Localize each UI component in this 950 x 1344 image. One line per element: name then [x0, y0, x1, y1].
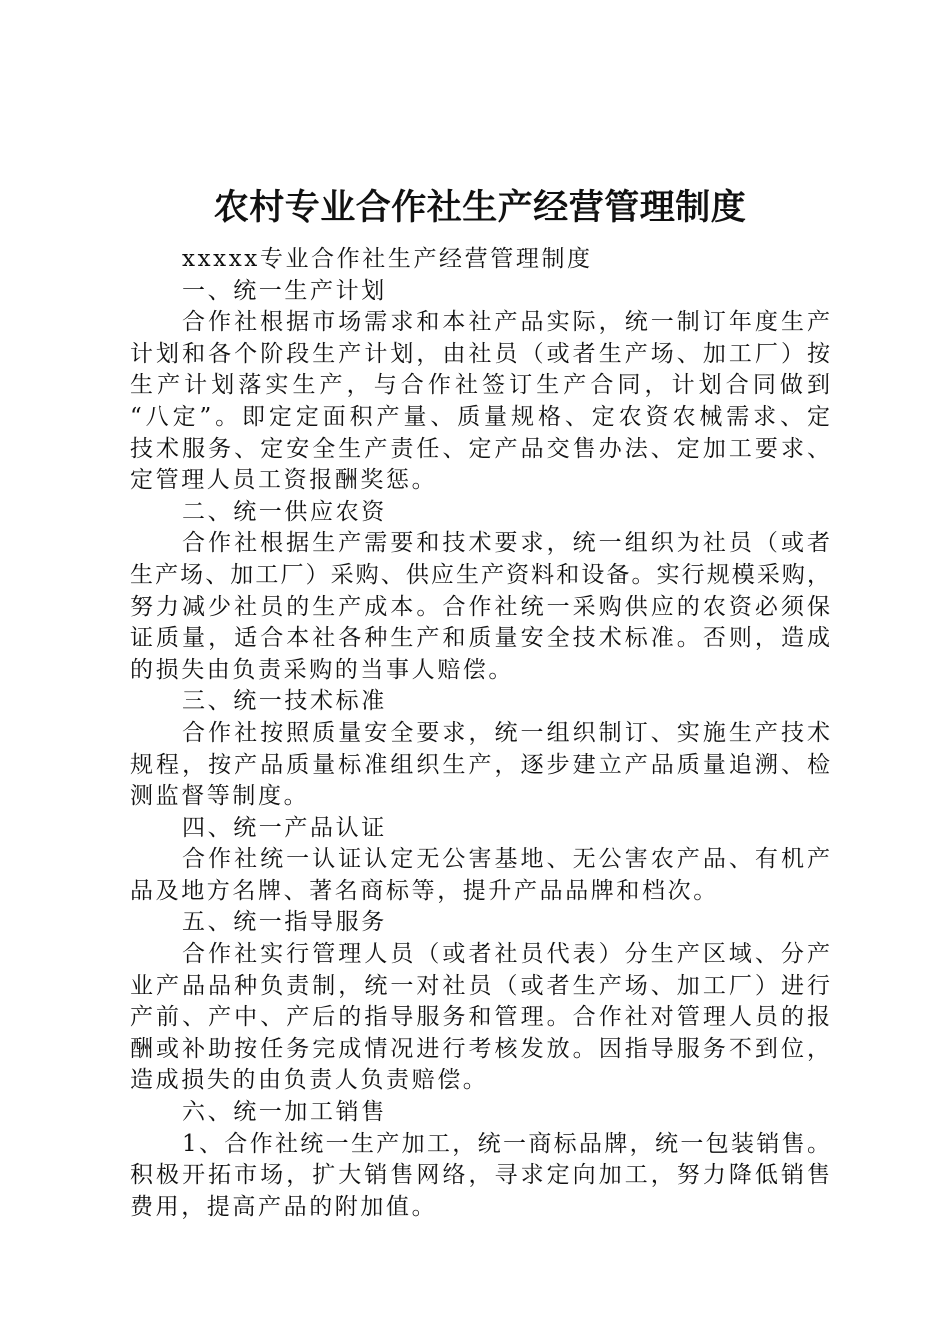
body-line: 造成损失的由负责人负责赔偿。	[130, 1067, 489, 1094]
body-line: 测监督等制度。	[130, 783, 310, 810]
body-line: 合作社实行管理人员（或者社员代表）分生产区域、分产	[182, 941, 830, 968]
body-line: 证质量，适合本社各种生产和质量安全技术标准。否则，造成	[130, 625, 830, 652]
body-line: 技术服务、定安全生产责任、定产品交售办法、定加工要求、	[130, 435, 830, 462]
body-line: 生产计划落实生产，与合作社签订生产合同，计划合同做到	[130, 372, 830, 399]
section-heading-4: 四、统一产品认证	[182, 814, 387, 841]
body-line: 1、合作社统一生产加工，统一商标品牌，统一包装销售。	[182, 1130, 830, 1157]
body-line: 积极开拓市场，扩大销售网络，寻求定向加工，努力降低销售	[130, 1162, 830, 1189]
body-line: 费用，提高产品的附加值。	[130, 1193, 438, 1220]
section-heading-1: 一、统一生产计划	[182, 277, 387, 304]
section-heading-6: 六、统一加工销售	[182, 1099, 387, 1126]
body-line: 定管理人员工资报酬奖惩。	[130, 467, 438, 494]
document-page	[130, 180, 830, 1223]
body-line: 规程，按产品质量标准组织生产，逐步建立产品质量追溯、检	[130, 751, 830, 778]
body-line: 的损失由负责采购的当事人赔偿。	[130, 656, 514, 683]
body-line: 酬或补助按任务完成情况进行考核发放。因指导服务不到位，	[130, 1035, 830, 1062]
body-line: 产前、产中、产后的指导服务和管理。合作社对管理人员的报	[130, 1004, 830, 1031]
document-title: 农村专业合作社生产经营管理制度	[213, 187, 747, 228]
body-line: 计划和各个阶段生产计划，由社员（或者生产场、加工厂）按	[130, 340, 830, 367]
body-line: 生产场、加工厂）采购、供应生产资料和设备。实行规模采购，	[130, 561, 830, 588]
body-line: “八定”。即定定面积产量、质量规格、定农资农械需求、定	[130, 403, 830, 430]
subtitle-line: xxxxx专业合作社生产经营管理制度	[182, 246, 593, 272]
section-heading-5: 五、统一指导服务	[182, 909, 387, 936]
body-line: 努力减少社员的生产成本。合作社统一采购供应的农资必须保	[130, 593, 830, 620]
section-heading-3: 三、统一技术标准	[182, 688, 387, 715]
body-line: 合作社根据生产需要和技术要求，统一组织为社员（或者	[182, 530, 830, 557]
body-line: 合作社根据市场需求和本社产品实际，统一制订年度生产	[182, 309, 830, 336]
body-line: 业产品品种负责制，统一对社员（或者生产场、加工厂）进行	[130, 972, 830, 999]
body-line: 合作社统一认证认定无公害基地、无公害农产品、有机产	[182, 846, 830, 873]
body-line: 品及地方名牌、著名商标等，提升产品品牌和档次。	[130, 877, 719, 904]
section-heading-2: 二、统一供应农资	[182, 498, 387, 525]
body-line: 合作社按照质量安全要求，统一组织制订、实施生产技术	[182, 719, 830, 746]
